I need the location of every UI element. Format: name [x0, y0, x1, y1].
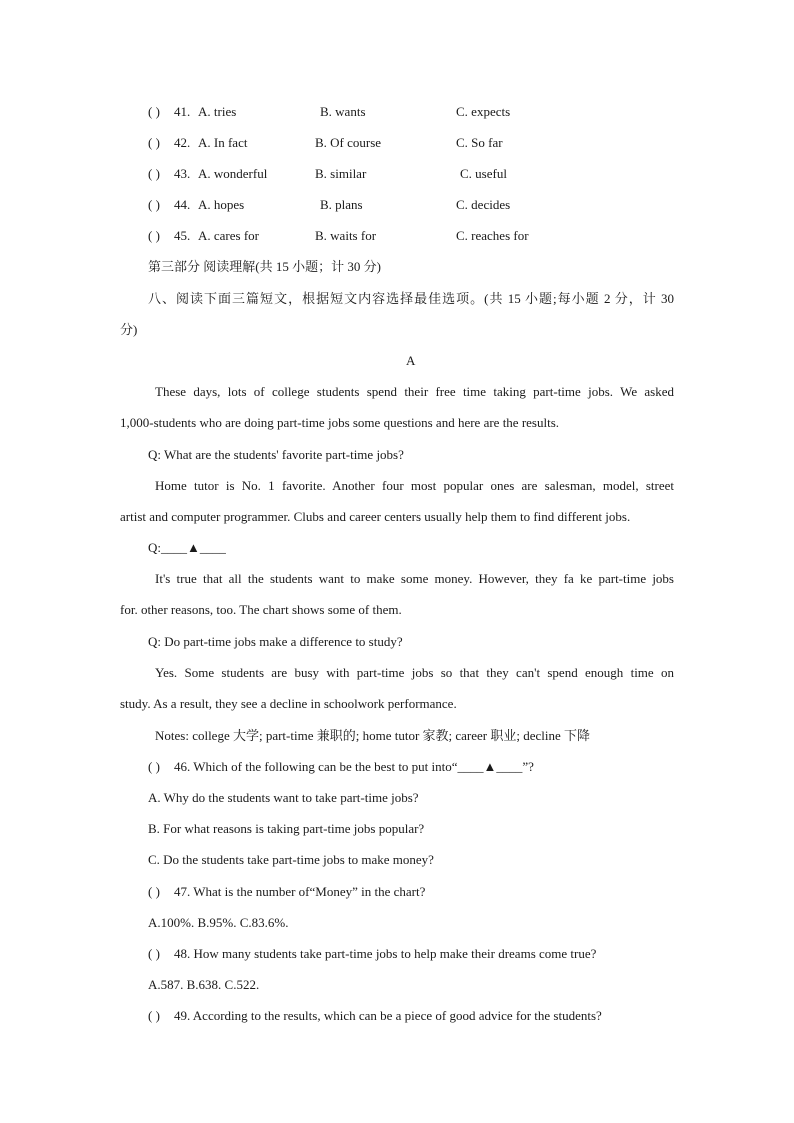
option-c: C. reaches for [456, 228, 529, 243]
question-number: 44. [174, 197, 191, 212]
option-c: C. useful [460, 166, 507, 181]
answer-blank: ( ) [148, 759, 160, 774]
option-c: C. decides [456, 197, 511, 212]
q46-option-c: C. Do the students take part-time jobs to make money? [148, 852, 434, 867]
passage-p2-line1: Home tutor is No. 1 favorite. Another four most popular ones are salesman, model, street [155, 478, 674, 493]
passage-p4-line1: Yes. Some students are busy with part-time jobs so that they can't spend enough time on [155, 665, 674, 680]
option-b: B. similar [315, 166, 367, 181]
option-b: B. waits for [315, 228, 377, 243]
option-a: A. cares for [198, 228, 259, 243]
option-b: B. wants [320, 104, 366, 119]
passage-p4-line2: study. As a result, they see a decline in schoolwork performance. [120, 696, 457, 711]
vocabulary-notes: Notes: college 大学; part-time 兼职的; home tutor 家教; career 职业; decline 下降 [155, 728, 591, 743]
option-a: A. wonderful [198, 166, 268, 181]
passage-question-3: Q: Do part-time jobs make a difference to study? [148, 634, 403, 649]
q48-options: A.587. B.638. C.522. [148, 977, 260, 992]
question-text: 47. What is the number of“Money” in the chart? [174, 884, 426, 899]
passage-p3-line2: for. other reasons, too. The chart shows some of them. [120, 602, 402, 617]
option-a: A. In fact [198, 135, 248, 150]
question-number: 41. [174, 104, 191, 119]
question-text: 48. How many students take part-time jobs to help make their dreams come true? [174, 946, 597, 961]
question-text: 46. Which of the following can be the best to put into“____▲____”? [174, 759, 534, 774]
option-a: A. hopes [198, 197, 245, 212]
passage-p1-line1: These days, lots of college students spend their free time taking part-time jobs. We asked [155, 384, 674, 399]
section8-instructions-line2: 分) [120, 322, 138, 337]
passage-p3-line1: It's true that all the students want to make some money. However, they fa ke part-time jobs [155, 571, 674, 586]
q46-option-b: B. For what reasons is taking part-time jobs popular? [148, 821, 425, 836]
answer-blank: ( ) [148, 104, 160, 119]
option-b: B. plans [320, 197, 363, 212]
question-number: 42. [174, 135, 191, 150]
answer-blank: ( ) [148, 228, 160, 243]
section8-instructions-line1: 八、阅读下面三篇短文，根据短文内容选择最佳选项。(共 15 小题;每小题 2 分，计 30 [148, 291, 674, 306]
answer-blank: ( ) [148, 884, 160, 899]
passage-label: A [406, 353, 416, 368]
option-b: B. Of course [315, 135, 382, 150]
option-a: A. tries [198, 104, 237, 119]
passage-question-2: Q:____▲____ [148, 540, 226, 555]
question-number: 43. [174, 166, 191, 181]
answer-blank: ( ) [148, 197, 160, 212]
answer-blank: ( ) [148, 946, 160, 961]
passage-p1-line2: 1,000-students who are doing part-time jobs some questions and here are the results. [120, 415, 560, 430]
option-c: C. So far [456, 135, 503, 150]
q47-options: A.100%. B.95%. C.83.6%. [148, 915, 289, 930]
question-text: 49. According to the results, which can be a piece of good advice for the students? [174, 1008, 602, 1023]
option-c: C. expects [456, 104, 511, 119]
q46-option-a: A. Why do the students want to take part-time jobs? [148, 790, 419, 805]
question-number: 45. [174, 228, 191, 243]
part3-title: 第三部分 阅读理解(共 15 小题；计 30 分) [148, 259, 381, 274]
answer-blank: ( ) [148, 135, 160, 150]
passage-p2-line2: artist and computer programmer. Clubs and career centers usually help them to find different jobs. [120, 509, 631, 524]
answer-blank: ( ) [148, 1008, 160, 1023]
answer-blank: ( ) [148, 166, 160, 181]
passage-question-1: Q: What are the students' favorite part-time jobs? [148, 447, 404, 462]
